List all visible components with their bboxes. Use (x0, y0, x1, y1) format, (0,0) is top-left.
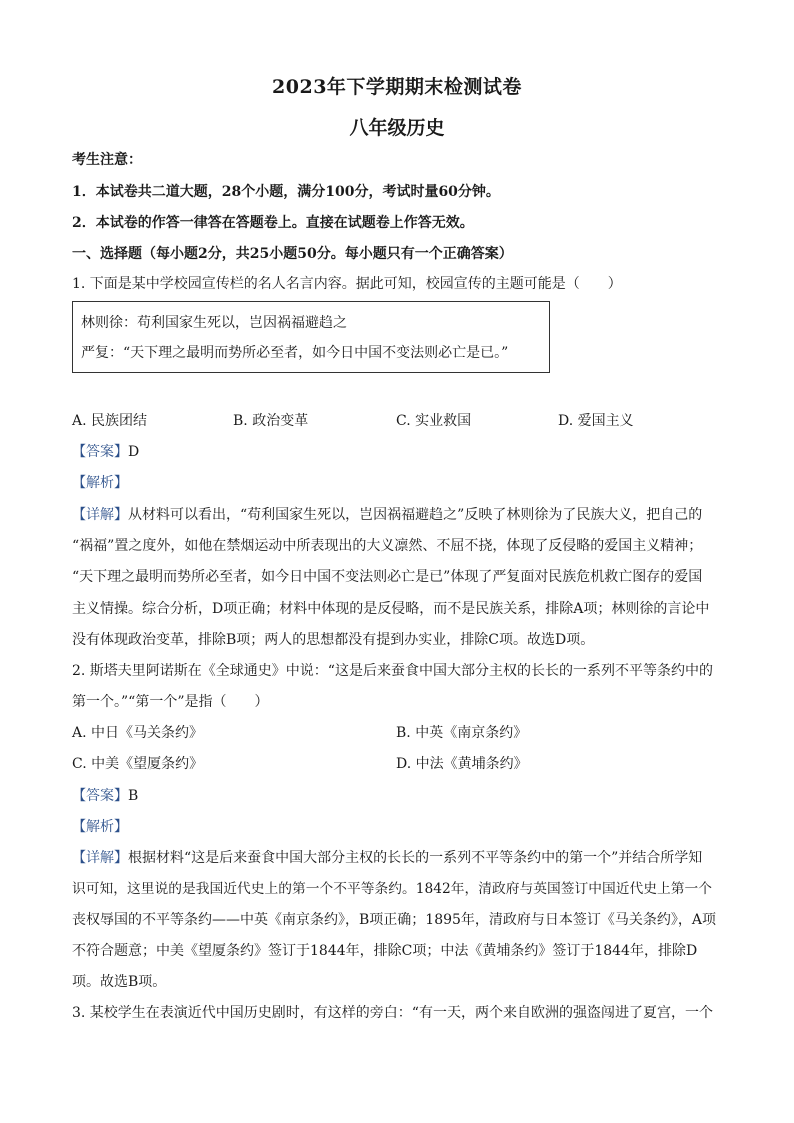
q1-option-d: D. 爱国主义 (558, 413, 634, 429)
q2-analysis-tag: 【解析】 (72, 819, 128, 835)
q2-option-b: B. 中英《南京条约》 (396, 725, 528, 741)
q2-answer (72, 786, 722, 806)
q1-detail-2: “祸福”置之度外，如他在禁烟运动中所表现出的大义凛然、不屈不挠，体现了反侵略的爱国主义精神； (72, 538, 703, 554)
q1-detail-4: 主义情操。综合分析，D项正确；材料中体现的是反侵略，而不是民族关系，排除A项；林则徐的言论中 (72, 601, 710, 617)
exam-subtitle: 八年级历史 (349, 117, 445, 139)
q1-option-a: A. 民族团结 (72, 413, 148, 429)
answer-value: D (128, 444, 140, 460)
q2-option-a: A. 中日《马关条约》 (72, 725, 204, 741)
q1-quote-2: 严复：“天下理之最明而势所必至者，如今日中国不变法则必亡是已。” (81, 345, 509, 361)
q1-option-b: B. 政治变革 (233, 413, 309, 429)
exam-title: 2023年下学期期末检测试卷 (272, 76, 522, 98)
answer-tag: 【答案】 (72, 788, 128, 804)
detail-text: 根据材料“这是后来蚕食中国大部分主权的长长的一系列不平等条约中的第一个”并结合所学知 (128, 850, 703, 866)
q1-analysis-tag: 【解析】 (72, 475, 128, 491)
q1-option-c: C. 实业救国 (396, 413, 472, 429)
q1-detail-5: 没有体现政治变革，排除B项；两人的思想都没有提到办实业，排除C项。故选D项。 (72, 632, 595, 648)
q2-detail-3: 丧权辱国的不平等条约——中英《南京条约》，B项正确；1895年，清政府与日本签订《马关条约》，A项 (72, 912, 717, 928)
q2-detail-1 (72, 848, 722, 868)
q2-detail-5: 项。故选B项。 (72, 974, 167, 990)
q1-detail-1 (72, 505, 722, 525)
q1-stem: 1. 下面是某中学校园宣传栏的名人名言内容。据此可知，校园宣传的主题可能是（ ） (72, 276, 622, 292)
detail-tag: 【详解】 (72, 850, 128, 866)
q2-stem-2: 第一个。”“第一个”是指（ ） (72, 694, 269, 710)
notice-item-2: 2．本试卷的作答一律答在答题卷上。直接在试题卷上作答无效。 (72, 215, 474, 231)
q2-detail-4: 不符合题意；中美《望厦条约》签订于1844年，排除C项；中法《黄埔条约》签订于1844年，排除D (72, 943, 698, 959)
answer-value: B (128, 788, 139, 804)
q3-stem-1: 3. 某校学生在表演近代中国历史剧时，有这样的旁白：“有一天，两个来自欧洲的强盗闯进了夏宫，一个 (72, 1005, 713, 1021)
answer-tag: 【答案】 (72, 444, 128, 460)
section-heading: 一、选择题（每小题2分，共25小题50分。每小题只有一个正确答案） (72, 246, 513, 262)
notice-item-1: 1．本试卷共二道大题，28个小题，满分100分，考试时量60分钟。 (72, 184, 500, 200)
q2-stem-1: 2. 斯塔夫里阿诺斯在《全球通史》中说：“这是后来蚕食中国大部分主权的长长的一系列不平等条约中的 (72, 663, 713, 679)
q2-option-c: C. 中美《望厦条约》 (72, 756, 204, 772)
detail-tag: 【详解】 (72, 507, 128, 523)
notice-heading: 考生注意： (72, 152, 142, 168)
q1-quote-box (72, 301, 550, 373)
q2-option-d: D. 中法《黄埔条约》 (396, 756, 528, 772)
q2-detail-2: 识可知，这里说的是我国近代史上的第一个不平等条约。1842年，清政府与英国签订中国近代史上第一个 (72, 881, 712, 897)
q1-detail-3: “天下理之最明而势所必至者，如今日中国不变法则必亡是已”体现了严复面对民族危机救亡图存的爱国 (72, 569, 703, 585)
detail-text: 从材料可以看出，“苟利国家生死以，岂因祸福避趋之”反映了林则徐为了民族大义，把自己的 (128, 507, 703, 523)
q1-quote-1: 林则徐：苟利国家生死以，岂因祸福避趋之 (81, 315, 347, 331)
q1-answer (72, 442, 722, 462)
